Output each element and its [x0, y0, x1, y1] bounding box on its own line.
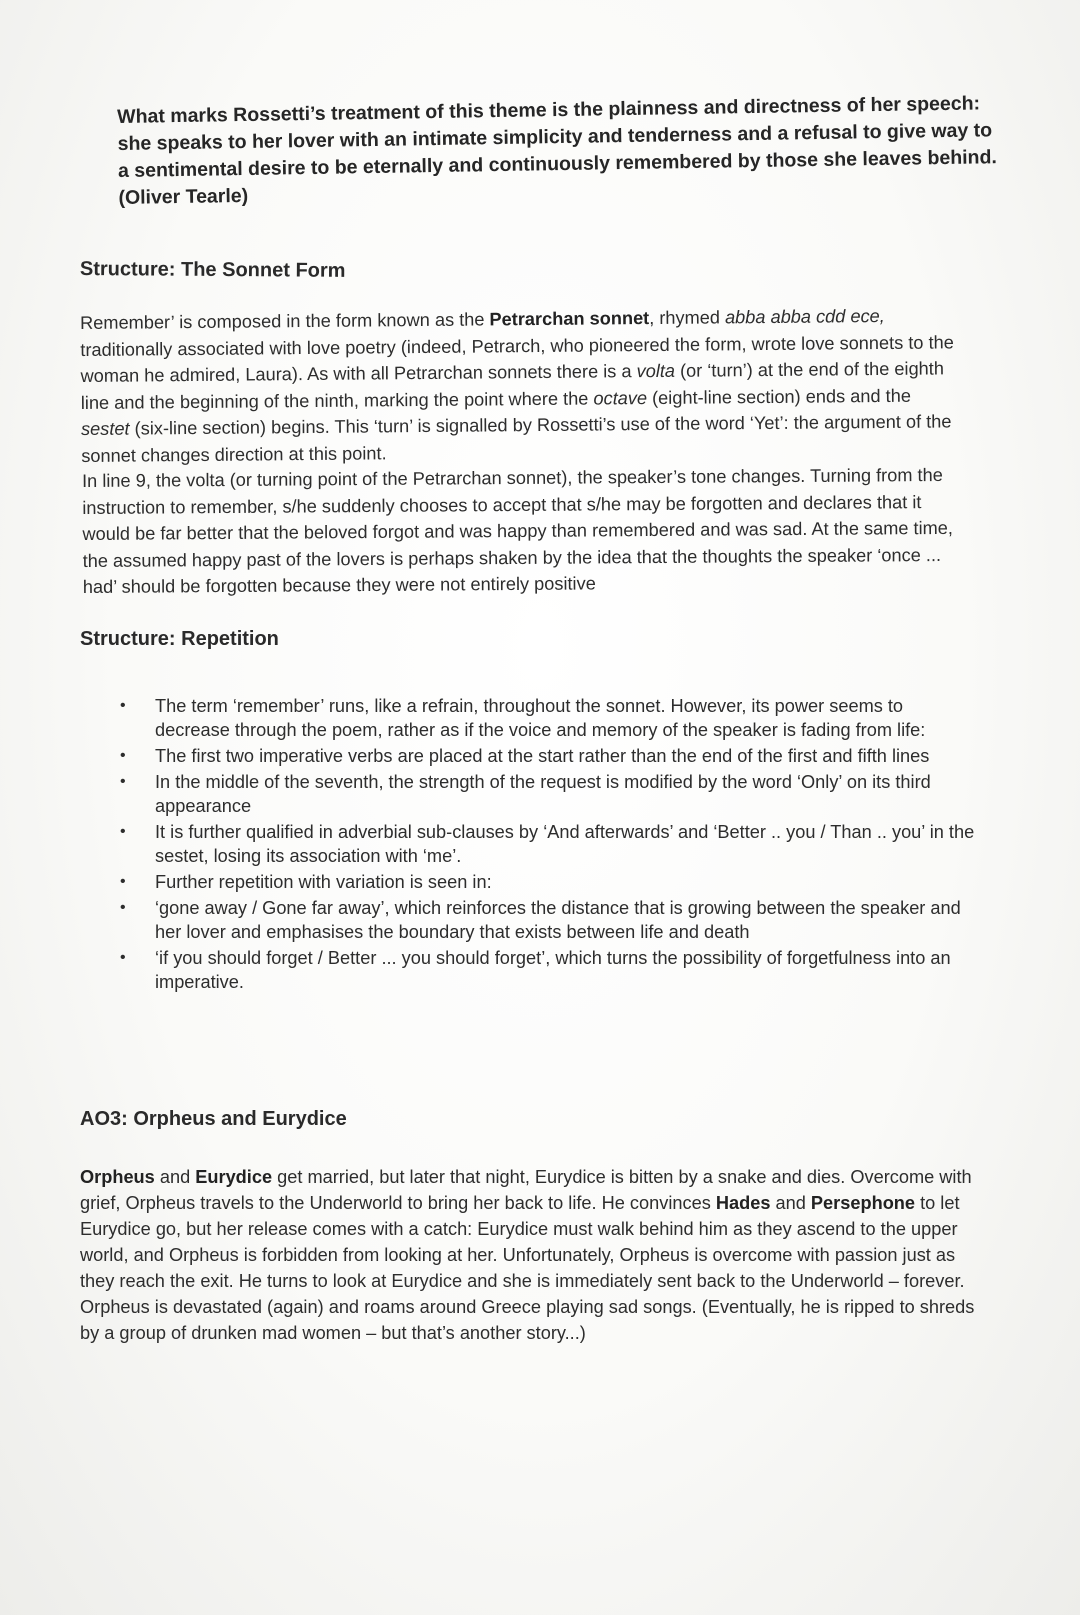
- text-run: (or ‘turn’) at the end of the eighth line and the beginning of the ninth, marking the point where the: [80, 358, 945, 413]
- volta-paragraph: In line 9, the volta (or turning point of the Petrarchan sonnet), the speaker’s tone changes. Turning from the instruction to remember, s/he suddenly chooses to accept that s/he may be forgotten and declares that it would be far better that the beloved forgot and was happy than remembered and was sad. At the same time, the assumed happy past of the lovers is perhaps shaken by the idea that the thoughts the speaker ‘once ... had’ should be forgotten because they were not entirely positive: [82, 464, 954, 597]
- term-octave: octave: [593, 387, 648, 409]
- list-item: • In the middle of the seventh, the strength of the request is modified by the word ‘Only’ on its third appearance: [100, 770, 980, 818]
- list-item: • The first two imperative verbs are placed at the start rather than the end of the first and fifth lines: [100, 744, 980, 768]
- name-orpheus: Orpheus: [80, 1167, 155, 1187]
- text-run: (eight-line section) ends and the: [646, 385, 911, 408]
- name-hades: Hades: [715, 1193, 771, 1213]
- ao3-heading: AO3: Orpheus and Eurydice: [80, 1108, 347, 1130]
- text-run: get married, but later that night, Eurydice is bitten by a snake and dies. Overcome with grief, Orpheus travels to the Underworld to bring her back to life. He convinces: [80, 1167, 972, 1213]
- text-run: and: [770, 1193, 811, 1213]
- term-volta: volta: [636, 360, 676, 382]
- text-run: to let Eurydice go, but her release comes with a catch: Eurydice must walk behind him as they ascend to the upper world, and Orpheus is forbidden from looking at her. Unfortunately, Orpheus is overcome with passion just as they reach the exit. He turns to look at Eurydice and she is immediately sent back to the Underworld – forever. Orpheus is devastated (again) and roams around Greece playing sad songs. (Eventually, he is ripped to shreds by a group of drunken mad women – but that’s another story...): [80, 1193, 975, 1343]
- term-sestet: sestet: [80, 418, 130, 439]
- critic-quote: What marks Rossetti’s treatment of this theme is the plainness and directness of her speech: she speaks to her lover with an intimate simplicity and tenderness and a refusal to give way to a sentimental desire to be eternally and continuously remembered by those she leaves behind. (Oliver Tearle): [117, 92, 997, 209]
- text-run: , rhymed: [649, 307, 726, 329]
- rhyme-scheme: abba abba cdd ece,: [724, 305, 885, 328]
- name-persephone: Persephone: [810, 1193, 916, 1213]
- sonnet-form-heading: Structure: The Sonnet Form: [79, 258, 346, 282]
- repetition-heading: Structure: Repetition: [80, 628, 279, 650]
- list-item: • ‘if you should forget / Better ... you should forget’, which turns the possibility of forgetfulness into an imperative.: [100, 946, 980, 994]
- orpheus-paragraph: [80, 1164, 980, 1346]
- name-eurydice: Eurydice: [195, 1167, 273, 1187]
- text-run: Remember’ is composed in the form known as the: [80, 309, 490, 333]
- text-run: traditionally associated with love poetry (indeed, Petrarch, who pioneered the form, wrote love sonnets to the woman he admired, Laura). As with all Petrarchan sonnets there is a: [80, 331, 954, 386]
- list-item: • It is further qualified in adverbial sub-clauses by ‘And afterwards’ and ‘Better .. you / Than .. you’ in the sestet, losing its association with ‘me’.: [100, 820, 980, 868]
- list-item: • The term ‘remember’ runs, like a refrain, throughout the sonnet. However, its power seems to decrease through the poem, rather as if the voice and memory of the speaker is fading from life:: [100, 694, 980, 742]
- list-item: • ‘gone away / Gone far away’, which reinforces the distance that is growing between the speaker and her lover and emphasises the boundary that exists between life and death: [100, 896, 980, 944]
- text-run: (six-line section) begins. This ‘turn’ is signalled by Rossetti’s use of the word ‘Yet’: the argument of the sonnet changes direction at this point.: [81, 411, 952, 466]
- text-run: and: [154, 1167, 196, 1187]
- repetition-list: [100, 694, 980, 996]
- term-petrarchan-sonnet: Petrarchan sonnet: [489, 308, 650, 330]
- sonnet-form-paragraph: [80, 302, 961, 469]
- list-item: • Further repetition with variation is seen in:: [100, 870, 980, 894]
